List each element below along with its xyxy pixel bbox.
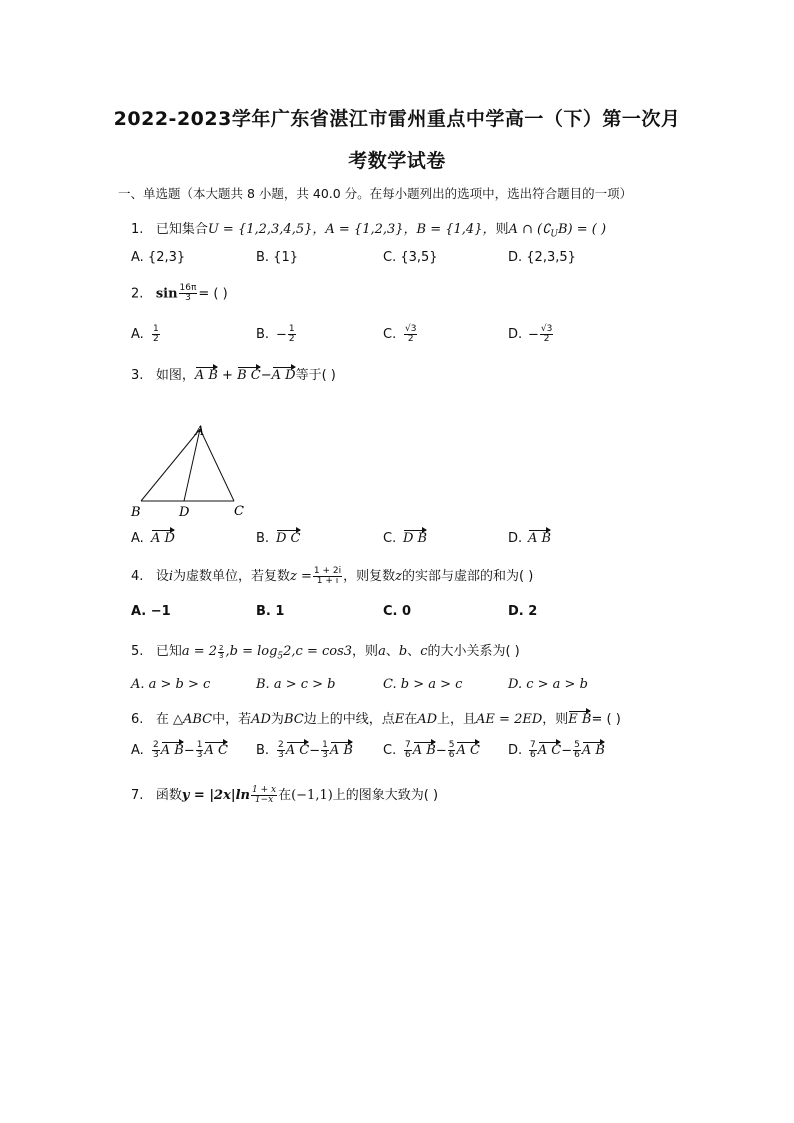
a-definition: a = 2 [181, 644, 218, 659]
vector-term: A B [412, 743, 436, 759]
question-text: 上的图象大致为( ) [332, 788, 439, 803]
segment-ad: AD [417, 712, 438, 727]
fraction-denominator: 3 [196, 750, 203, 761]
question-6 [131, 708, 621, 727]
vector-term: A C [204, 743, 228, 759]
fraction-numerator: 1 [322, 740, 328, 750]
question-text: 已知 [155, 644, 182, 659]
separator: 、 [385, 644, 399, 659]
q3-option-d [508, 531, 551, 546]
fraction [277, 741, 285, 761]
fraction [288, 325, 296, 345]
fraction-numerator: 16π [179, 283, 197, 293]
b-definition: ,b = log [225, 644, 278, 659]
fraction [529, 741, 537, 761]
fraction-denominator: 1−x [254, 795, 274, 805]
fraction-numerator: 2 [219, 643, 224, 652]
option-label: B. [256, 327, 270, 343]
ratio-equation: AE = 2ED [476, 712, 543, 727]
question-text: 的实部与虚部的和为( ) [401, 569, 534, 584]
q3-option-c [383, 531, 427, 546]
fraction-denominator: 6 [574, 750, 580, 761]
q4-option-b: B. 1 [256, 604, 285, 619]
fraction-numerator: 1 + x [251, 784, 277, 795]
fraction-numerator: 2 [153, 740, 159, 750]
minus-sign: − [260, 368, 272, 383]
side-ac [200, 429, 234, 501]
q2-option-c [383, 325, 418, 345]
fraction [179, 284, 198, 304]
fraction-denominator: 3 [278, 750, 284, 761]
question-text: ，则 [352, 644, 379, 659]
plus-sign: + [217, 368, 238, 383]
question-text: 函数 [155, 788, 182, 803]
option-label: B. [256, 743, 270, 759]
q4-option-d: D. 2 [508, 604, 538, 619]
exponent-fraction [218, 645, 224, 661]
option-label: A. [131, 743, 144, 759]
q2-option-b [256, 325, 297, 345]
question-text: 中，若 [212, 712, 252, 727]
question-text: 为 [270, 712, 284, 727]
question-text: 边上的中线，点 [303, 712, 395, 727]
question-text: 设 [155, 569, 169, 584]
segment-bc: BC [283, 712, 304, 727]
question-number: 1. [131, 222, 144, 237]
question-number: 4. [131, 569, 144, 584]
question-text: 为虚数单位，若复数 [173, 569, 291, 584]
minus-sign: − [561, 743, 573, 759]
exam-title-line-2: 考数学试卷 [348, 150, 446, 172]
q1-option-c: C. {3,5} [383, 250, 438, 265]
q2-option-d [508, 325, 554, 345]
q1-option-a: A. {2,3} [131, 250, 186, 265]
minus-sign: − [435, 743, 447, 759]
vector-eb: E B [568, 712, 592, 727]
option-label: C. [383, 531, 397, 546]
fraction-denominator: 2 [288, 334, 295, 345]
q4-option-a: A. −1 [131, 604, 171, 619]
set-u: U = {1,2,3,4,5}， [207, 222, 326, 237]
section-heading: 一、单选题（本大题共 8 小题，共 40.0 分。在每小题列出的选项中，选出符合题目的一项） [118, 186, 633, 201]
vector-term: A C [285, 743, 310, 759]
question-3 [131, 364, 336, 383]
q6-option-c [383, 741, 480, 761]
question-text: 在 [278, 788, 292, 803]
fraction [573, 741, 581, 761]
minus-sign: − [528, 327, 539, 343]
fraction [404, 325, 417, 345]
option-label: C. [383, 743, 397, 759]
fraction-denominator: 1 + i [316, 576, 339, 586]
fraction [313, 567, 342, 587]
q3-option-a [131, 531, 175, 546]
fraction-denominator: 2 [543, 334, 550, 345]
question-number: 7. [131, 788, 144, 803]
question-number: 2. [131, 286, 144, 302]
imaginary-unit: i [168, 569, 173, 584]
question-4 [131, 565, 533, 586]
function-expression: y = |2x|ln [181, 788, 250, 803]
question-text: 上，且 [437, 712, 477, 727]
q5-option-d: D. c > a > b [508, 677, 588, 692]
interval: (−1,1) [291, 788, 333, 803]
fraction [152, 325, 160, 345]
set-b: B = {1,4}， [416, 222, 496, 237]
vector-ab: A B [194, 368, 218, 383]
set-expression: A ∩ (∁ [508, 222, 551, 237]
question-number: 3. [131, 368, 144, 383]
q5-option-a: A. a > b > c [131, 677, 211, 692]
vector-bc: B C [237, 368, 261, 383]
side-ab [141, 429, 200, 501]
point-e: E [394, 712, 405, 727]
option-label: D. [508, 743, 523, 759]
vector-option: D C [276, 531, 301, 546]
question-1 [131, 218, 606, 240]
fraction [251, 786, 277, 806]
variable-z: z [395, 569, 402, 584]
question-text: 则 [495, 222, 509, 237]
question-text: ，则 [542, 712, 569, 727]
q6-option-d [508, 741, 605, 761]
option-label: B. [256, 531, 270, 546]
question-7 [131, 784, 438, 805]
q4-option-c: C. 0 [383, 604, 412, 619]
triangle-figure [128, 420, 258, 520]
fraction-denominator: 2 [407, 334, 414, 345]
option-label: D. [508, 327, 523, 343]
option-label: A. [131, 327, 144, 343]
question-text: ，则复数 [343, 569, 396, 584]
fraction [448, 741, 456, 761]
vector-term: A C [456, 743, 480, 759]
q6-option-a [131, 741, 228, 761]
minus-sign: − [309, 743, 321, 759]
q6-option-b [256, 741, 353, 761]
fraction-denominator: 6 [405, 750, 411, 761]
vertex-label-a: A [195, 424, 205, 439]
q1-option-b: B. {1} [256, 250, 298, 265]
fraction-numerator: √3 [540, 324, 553, 334]
vector-term: A B [329, 743, 353, 759]
minus-sign: − [183, 743, 195, 759]
log-base: 5 [277, 651, 284, 662]
q5-option-c: C. b > a > c [383, 677, 463, 692]
question-tail: = ( ) [198, 286, 228, 302]
q1-option-d: D. {2,3,5} [508, 250, 576, 265]
q2-option-a [131, 325, 161, 345]
set-a: A = {1,2,3}， [325, 222, 417, 237]
question-text: 如图， [155, 368, 195, 383]
option-label: D. [508, 531, 523, 546]
question-text: 在 △ [155, 712, 183, 727]
vertex-label-c: C [234, 504, 244, 519]
question-text: 在 [404, 712, 418, 727]
sin-function: sin [155, 286, 178, 302]
question-text: 的大小关系为( ) [427, 644, 520, 659]
fraction-numerator: 1 + 2i [313, 565, 342, 576]
fraction-numerator: 1 [153, 324, 159, 334]
variable-c: c [420, 644, 428, 659]
fraction-numerator: 7 [405, 740, 411, 750]
variable-a: a [378, 644, 386, 659]
vector-ad: A D [271, 368, 296, 383]
fraction-numerator: 5 [448, 740, 455, 750]
vector-term: A B [160, 743, 184, 759]
option-label: A. [131, 531, 144, 546]
vector-option: D B [403, 531, 428, 546]
c-definition: 2,c = cos3 [283, 644, 353, 659]
question-number: 5. [131, 644, 144, 659]
fraction-numerator: 2 [278, 740, 284, 750]
minus-sign: − [276, 327, 287, 343]
vertex-label-d: D [179, 505, 190, 520]
fraction [321, 741, 329, 761]
question-5 [131, 640, 520, 662]
segment-ad [184, 429, 200, 501]
fraction-numerator: 7 [530, 740, 536, 750]
z-equals: z = [290, 569, 312, 584]
option-label: C. [383, 327, 397, 343]
fraction-denominator: 3 [153, 750, 159, 761]
fraction [404, 741, 412, 761]
set-expression-tail: B) = ( ) [557, 222, 607, 237]
complement-subscript: U [550, 229, 558, 240]
segment-ad: AD [251, 712, 271, 727]
vector-option: A B [528, 531, 552, 546]
exam-title-line-1: 2022-2023学年广东省湛江市雷州重点中学高一（下）第一次月 [113, 108, 681, 130]
question-tail: 等于( ) [295, 368, 336, 383]
fraction-numerator: 1 [288, 324, 295, 334]
vertex-label-b: B [131, 505, 141, 520]
fraction-numerator: 5 [574, 740, 580, 750]
fraction-denominator: 2 [153, 334, 159, 345]
separator: 、 [407, 644, 421, 659]
q3-option-b [256, 531, 301, 546]
q5-option-b: B. a > c > b [256, 677, 336, 692]
vector-option: A D [151, 531, 175, 546]
fraction-denominator: 3 [185, 293, 191, 304]
fraction [196, 741, 204, 761]
fraction-numerator: √3 [405, 324, 417, 334]
fraction-denominator: 3 [219, 652, 224, 661]
fraction-denominator: 3 [322, 750, 328, 761]
vector-term: A C [537, 743, 562, 759]
question-2 [131, 284, 228, 304]
fraction-denominator: 6 [448, 750, 455, 761]
fraction [540, 325, 553, 345]
fraction-denominator: 6 [530, 750, 536, 761]
fraction-numerator: 1 [196, 740, 203, 750]
question-text: 已知集合 [155, 222, 208, 237]
variable-b: b [398, 644, 408, 659]
vector-term: A B [581, 743, 605, 759]
fraction [152, 741, 160, 761]
triangle-abc: ABC [182, 712, 213, 727]
question-number: 6. [131, 712, 144, 727]
question-tail: = ( ) [591, 712, 621, 727]
